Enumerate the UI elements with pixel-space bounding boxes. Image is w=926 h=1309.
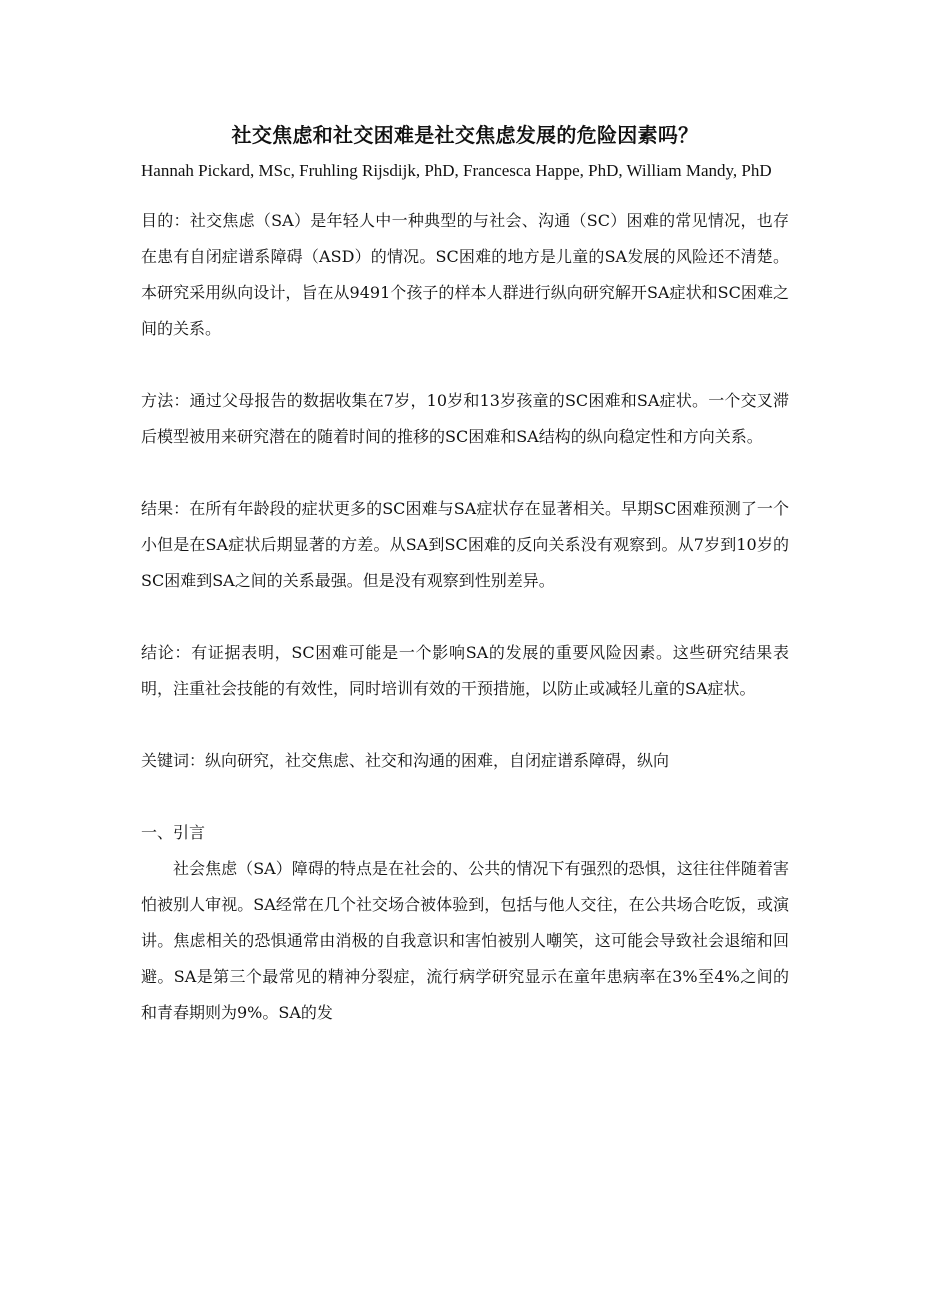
abstract-results: 结果：在所有年龄段的症状更多的SC困难与SA症状存在显著相关。早期SC困难预测了一个小但是在SA症状后期显著的方差。从SA到SC困难的反向关系没有观察到。从7岁到10岁的SC困难到SA之间的关系最强。但是没有观察到性别差异。 [141, 499, 789, 590]
abstract-objective: 目的：社交焦虑（SA）是年轻人中一种典型的与社会、沟通（SC）困难的常见情况，也存在患有自闭症谱系障碍（ASD）的情况。SC困难的地方是儿童的SA发展的风险还不清楚。本研究采用纵向设计，旨在从9491个孩子的样本人群进行纵向研究解开SA症状和SC困难之间的关系。 [141, 211, 789, 338]
abstract [141, 203, 789, 1031]
paragraph-gap [141, 347, 789, 383]
introduction-paragraph: 社会焦虑（SA）障碍的特点是在社会的、公共的情况下有强烈的恐惧，这往往伴随着害怕被别人审视。SA经常在几个社交场合被体验到，包括与他人交往，在公共场合吃饭，或演讲。焦虑相关的恐惧通常由消极的自我意识和害怕被别人嘲笑，这可能会导致社会退缩和回避。SA是第三个最常见的精神分裂症，流行病学研究显示在童年患病率在3%至4%之间的和青春期则为9%。SA的发 [141, 859, 789, 1022]
paragraph-gap [141, 455, 789, 491]
paragraph-gap [141, 779, 789, 815]
abstract-method: 方法：通过父母报告的数据收集在7岁，10岁和13岁孩童的SC困难和SA症状。一个交叉滞后模型被用来研究潜在的随着时间的推移的SC困难和SA结构的纵向稳定性和方向关系。 [141, 391, 789, 446]
author-list: Hannah Pickard, MSc, Fruhling Rijsdijk, PhD, Francesca Happe, PhD, William Mandy, PhD [141, 161, 772, 180]
abstract-conclusion: 结论：有证据表明，SC困难可能是一个影响SA的发展的重要风险因素。这些研究结果表明，注重社会技能的有效性，同时培训有效的干预措施，以防止或减轻儿童的SA症状。 [141, 643, 789, 698]
paper-title: 社交焦虑和社交困难是社交焦虑发展的危险因素吗？ [231, 123, 699, 147]
paragraph-gap [141, 707, 789, 743]
paragraph-gap [141, 599, 789, 635]
keywords: 关键词：纵向研究，社交焦虑、社交和沟通的困难，自闭症谱系障碍，纵向 [141, 751, 670, 770]
section-heading-introduction: 一、引言 [141, 823, 206, 842]
document-page [141, 118, 789, 1031]
